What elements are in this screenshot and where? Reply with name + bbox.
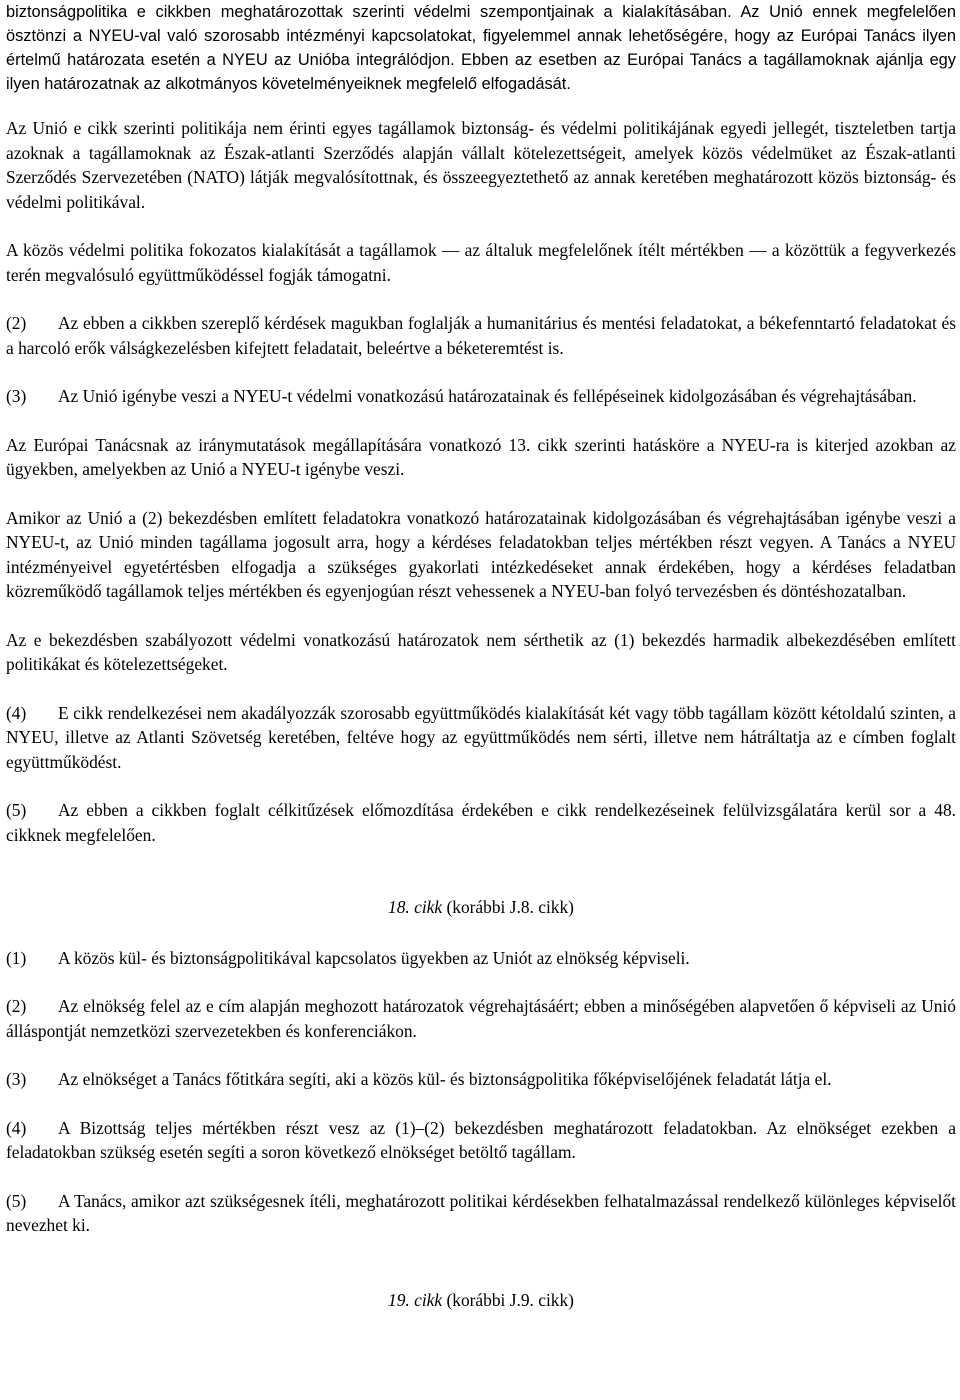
numbered-paragraph xyxy=(6,946,956,971)
paragraph xyxy=(6,238,956,287)
numbered-paragraph xyxy=(6,311,956,360)
paragraph-number: (3) xyxy=(6,1069,27,1089)
paragraph-text: Amikor az Unió a (2) bekezdésben említett feladatokra vonatkozó határozatainak kidolgozásában és végrehajtásában igénybe veszi a NYEU-t, az Unió minden tagállama jogosult arra, hogy a kérdéses feladatokban teljes mértékben részt vegyen. A Tanács a NYEU intézményeivel egyetértésben elfogadja a szükséges gyakorlati intézkedéseket annak érdekében, hogy a kérdéses feladatban közreműködő tagállamok teljes mértékben és egyenjogúan részt vehessenek a NYEU-ban folyó tervezésben és döntéshozatalban. xyxy=(6,507,956,601)
paragraph-text: Az elnökséget a Tanács főtitkára segíti, aki a közös kül- és biztonságpolitika főképviselőjének feladatát látja el. xyxy=(58,1069,832,1089)
paragraph-number: (5) xyxy=(6,1190,27,1211)
numbered-paragraph xyxy=(6,1067,956,1092)
paragraph-text: A közös kül- és biztonságpolitikával kapcsolatos ügyekben az Uniót az elnökség képviseli. xyxy=(58,947,690,968)
paragraph-text: Az Európai Tanácsnak az iránymutatások megállapítására vonatkozó 13. cikk szerinti hatásköre a NYEU-ra is kiterjed azokban az ügyekben, amelyekben az Unió a NYEU-t igénybe veszi. xyxy=(6,434,956,479)
paragraph-text: A közös védelmi politika fokozatos kialakítását a tagállamok — az általuk megfelelőnek ítélt mértékben — a közöttük a fegyverkezés terén megvalósuló együttműködéssel fogják támogatni. xyxy=(6,240,956,285)
paragraph xyxy=(6,628,956,677)
paragraph-text: A Bizottság teljes mértékben részt vesz az (1)–(2) bekezdésben meghatározott feladatokban. Az elnökséget ezekben a feladatokban szükség esetén segíti a soron következő elnökséget betöltő tagállam. xyxy=(6,1117,956,1162)
article-18-heading xyxy=(6,895,956,920)
paragraph-text: Az elnökség felel az e cím alapján meghozott határozatok végrehajtásáért; ebben a minőségében alapvetően ő képviseli az Unió álláspontját nemzetközi szervezetekben és konferenciákon. xyxy=(6,996,956,1041)
continued-paragraph xyxy=(6,0,956,96)
paragraph-text: biztonságpolitika e cikkben meghatározottak szerinti védelmi szempontjainak a kialakításában. Az Unió ennek megfelelően ösztönzi a NYEU-val való szorosabb intézményi kapcsolatokat, figyelemmel annak lehetőségére, hogy az Európai Tanács ilyen értelmű határozata esetén a NYEU az Unióba integrálódjon. Ebben az esetben az Európai Tanács a tagállamoknak ajánlja egy ilyen határozatnak az alkotmányos követelményeiknek megfelelő elfogadását. xyxy=(6,3,956,93)
numbered-paragraph xyxy=(6,701,956,775)
article-17-body xyxy=(6,116,956,1312)
paragraph-number: (4) xyxy=(6,702,27,723)
article-19-heading xyxy=(6,1288,956,1313)
article-reference: (korábbi J.9. cikk) xyxy=(442,1289,574,1310)
paragraph-text: E cikk rendelkezései nem akadályozzák szorosabb együttműködés kialakítását két vagy több tagállam között kétoldalú szinten, a NYEU, illetve az Atlanti Szövetség keretében, feltéve hogy az együttműködés nem sérti, illetve nem hátráltatja az e címben foglalt együttműködést. xyxy=(6,702,956,772)
numbered-paragraph xyxy=(6,384,956,409)
paragraph-number: (4) xyxy=(6,1117,27,1138)
numbered-paragraph xyxy=(6,994,956,1043)
paragraph-text: Az ebben a cikkben foglalt célkitűzések előmozdítása érdekében e cikk rendelkezéseinek felülvizsgálatára kerül sor a 48. cikknek megfelelően. xyxy=(6,800,956,845)
paragraph-text: A Tanács, amikor azt szükségesnek ítéli, meghatározott politikai kérdésekben felhatalmazással rendelkező különleges képviselőt nevezhet ki. xyxy=(6,1190,956,1235)
paragraph-text: Az e bekezdésben szabályozott védelmi vonatkozású határozatok nem sérthetik az (1) bekezdés harmadik albekezdésében említett politikákat és kötelezettségeket. xyxy=(6,629,956,674)
paragraph xyxy=(6,506,956,604)
paragraph-text: Az Unió igénybe veszi a NYEU-t védelmi vonatkozású határozatainak és fellépéseinek kidolgozásában és végrehajtásában. xyxy=(58,386,917,406)
article-number: 18. cikk xyxy=(388,897,443,917)
document-page xyxy=(6,0,956,1400)
article-number: 19. cikk xyxy=(388,1289,443,1310)
numbered-paragraph xyxy=(6,1189,956,1238)
paragraph xyxy=(6,433,956,482)
paragraph-number: (3) xyxy=(6,386,27,406)
paragraph xyxy=(6,116,956,214)
paragraph-number: (2) xyxy=(6,996,27,1016)
numbered-paragraph xyxy=(6,798,956,847)
paragraph-number: (2) xyxy=(6,313,27,333)
paragraph-text: Az Unió e cikk szerinti politikája nem érinti egyes tagállamok biztonság- és védelmi politikájának egyedi jellegét, tiszteletben tartja azoknak a tagállamoknak az Észak-atlanti Szerződés alapján vállalt kötelezettségeit, amelyek közös védelmüket az Észak-atlanti Szerződés Szervezetében (NATO) látják megvalósítottnak, és összeegyeztethető az annak keretében meghatározott közös biztonság- és védelmi politikával. xyxy=(6,118,956,212)
numbered-paragraph xyxy=(6,1116,956,1165)
paragraph-number: (5) xyxy=(6,800,27,820)
article-reference: (korábbi J.8. cikk) xyxy=(442,897,574,917)
paragraph-text: Az ebben a cikkben szereplő kérdések magukban foglalják a humanitárius és mentési feladatokat, a békefenntartó feladatokat és a harcoló erők válságkezelésben kifejtett feladatait, beleértve a béketeremtést is. xyxy=(6,313,956,358)
paragraph-number: (1) xyxy=(6,947,27,968)
